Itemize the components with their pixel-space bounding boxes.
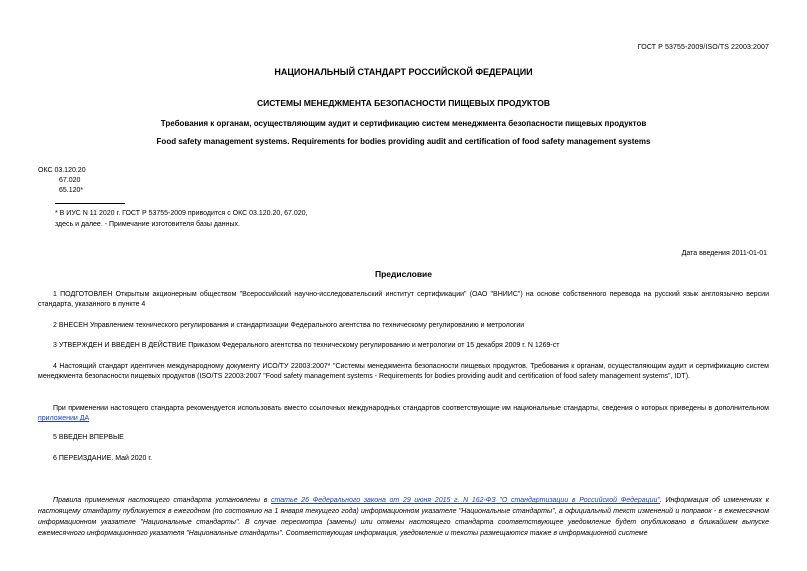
- document-code: ГОСТ Р 53755-2009/ISO/TS 22003:2007: [637, 44, 769, 51]
- appendix-da-link[interactable]: приложении ДА: [38, 415, 90, 422]
- paragraph-text: 2 ВНЕСЕН Управлением технического регулирования и стандартизации Федерального агентства по техническому регулированию и метрологии: [53, 322, 525, 329]
- footnote: [55, 208, 308, 230]
- federal-law-link[interactable]: статье 26 Федерального закона от 29 июня 2015 г. N 162-ФЗ "О стандартизации в Российской Федерации": [271, 497, 660, 504]
- paragraph-text: При применении настоящего стандарта рекомендуется использовать вместо ссылочных международных стандартов соответствующие им национальные стандарты, сведения о которых приведены в дополнительном: [53, 405, 769, 412]
- paragraph-text: 1 ПОДГОТОВЛЕН Открытым акционерным обществом "Всероссийский научно-исследовательский институт сертификации" (ОАО "ВНИИС") на основе собственного перевода на русский язык англоязычно версии стандарта, указанного в пункте 4: [38, 291, 769, 308]
- footnote-divider: [55, 203, 125, 204]
- preface-paragraph: [38, 290, 769, 310]
- paragraph-text: 5 ВВЕДЕН ВПЕРВЫЕ: [53, 434, 124, 441]
- oks-codes: [38, 166, 86, 196]
- subtitle-english: Food safety management systems. Requirements for bodies providing audit and certification of food safety management systems: [156, 137, 651, 146]
- rules-text: Правила применения настоящего стандарта установлены в: [53, 497, 272, 504]
- oks-code-line: 65.120*: [59, 187, 84, 194]
- preface-paragraph: [38, 341, 769, 351]
- oks-code-line: ОКС 03.120.20: [38, 167, 86, 174]
- rules-paragraph: [38, 495, 769, 539]
- preface-paragraph: [38, 433, 769, 443]
- footnote-line: здесь и далее. - Примечание изготовителя базы данных.: [55, 221, 241, 228]
- paragraph-text: 3 УТВЕРЖДЕН И ВВЕДЕН В ДЕЙСТВИЕ Приказом Федерального агентства по техническому регулированию и метрологии от 15 декабря 2009 г. N 1269-ст: [53, 342, 560, 349]
- preface-paragraph: [38, 454, 769, 464]
- preface-paragraph: [38, 404, 769, 424]
- preface-paragraph: [38, 362, 769, 382]
- oks-code-line: 67.020: [59, 177, 81, 184]
- paragraph-text: 4 Настоящий стандарт идентичен международному документу ИСО/ТУ 22003:2007* "Системы менеджмента безопасности пищевых продуктов. Требования к органам, осуществляющим аудит и сертификацию систем менеджмента безопасности пищевых продуктов (ISO/TS 22003:2007 "Food safety management systems - Requirements for bodies providing audit and certification of food safety management systems", IDT).: [38, 363, 769, 380]
- footnote-line: * В ИУС N 11 2020 г. ГОСТ Р 53755-2009 приводится с ОКС 03.120.20, 67.020,: [55, 210, 308, 217]
- national-standard-title: НАЦИОНАЛЬНЫЙ СТАНДАРТ РОССИЙСКОЙ ФЕДЕРАЦИИ: [274, 67, 533, 77]
- main-title: СИСТЕМЫ МЕНЕДЖМЕНТА БЕЗОПАСНОСТИ ПИЩЕВЫХ ПРОДУКТОВ: [256, 98, 551, 108]
- introduction-date: Дата введения 2011-01-01: [681, 250, 767, 257]
- preface-heading: Предисловие: [374, 269, 433, 279]
- preface-paragraph: [38, 321, 769, 331]
- paragraph-text: 6 ПЕРЕИЗДАНИЕ. Май 2020 г.: [53, 455, 153, 462]
- rules-text: . Информация об изменениях к настоящему стандарту публикуется в ежегодном (по состоянию на 1 января текущего года) информационном указателе "Национальные стандарты", а официальный текст изменений и поправок - в ежемесячном информационном указателе "Национальные стандарты". В случае пересмотра (замены) или отмены настоящего стандарта соответствующее уведомление будет опубликовано в ближайшем выпуске ежемесячного информационного указателя "Национальные стандарты". Соответствующая информация, уведомление и тексты размещаются также в информационной системе: [38, 497, 770, 537]
- subtitle-russian: Требования к органам, осуществляющим аудит и сертификацию систем менеджмента безопасности пищевых продуктов: [160, 119, 647, 128]
